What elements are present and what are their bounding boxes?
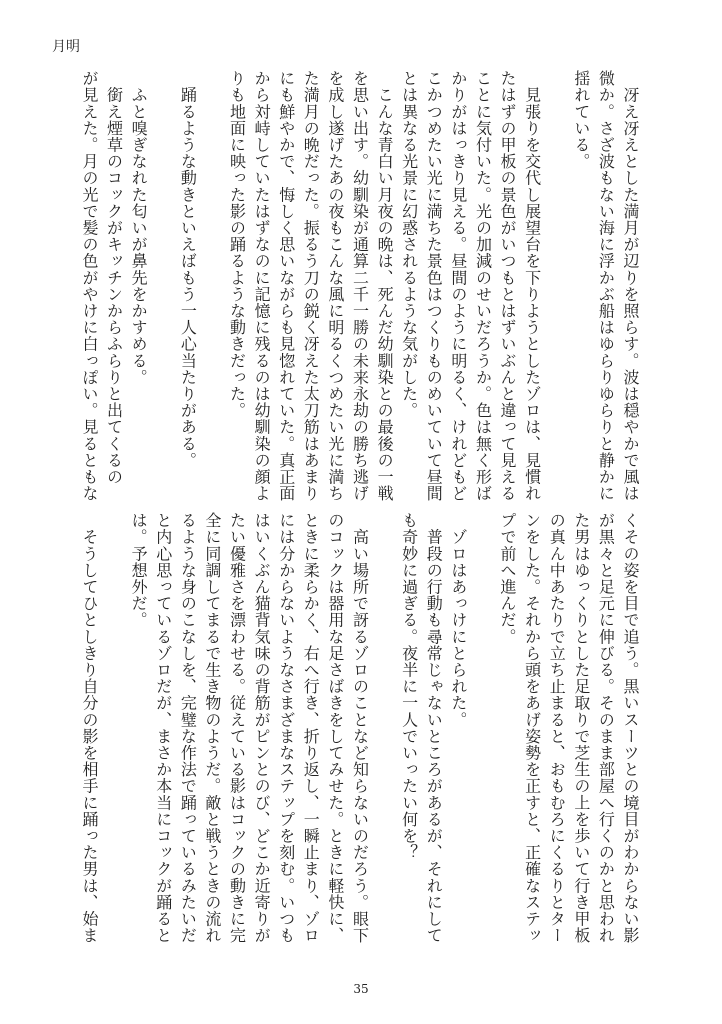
text-line: るような身のこなしを、完璧な作法で踊っているみたいだ: [178, 512, 198, 944]
text-line: が黒々と足元に伸びる。そのまま部屋へ行くのかと思われ: [596, 512, 616, 944]
text-line: た男はゆっくりとした足取りで芝生の上を歩いて行き甲板: [571, 512, 591, 944]
text-line: にも鮮やかで、悔しく思いながらも見惚れていた。真正面: [276, 70, 296, 502]
text-line: 微か。さざ波もない海に浮かぶ船はゆらりゆらりと静かに: [596, 70, 616, 502]
text-line: ことに気付いた。光の加減のせいだろうか。色は無く形ば: [473, 70, 493, 502]
text-line: の真ん中あたりで立ち止まると、おもむろにくるりとター: [547, 512, 567, 944]
text-line: プで前へ進んだ。: [498, 512, 518, 645]
blank-line: [150, 70, 175, 510]
text-line: りも地面に映った影の踊るような動きだった。: [227, 70, 247, 419]
text-block-upper: [76, 70, 642, 510]
text-block-lower: [76, 512, 642, 962]
text-line: 銜え煙草のコックがキッチンからふらりと出てくるの: [104, 70, 124, 485]
text-line: から対峙していたはずなのに記憶に残るのは幼馴染の顔よ: [252, 70, 272, 502]
blank-line: [544, 70, 569, 510]
text-line: たい優雅さを漂わせる。従えている影はコックの動きに完: [227, 512, 247, 944]
text-line: 見張りを交代し展望台を下りようとしたゾロは、見慣れ: [522, 70, 542, 502]
page-number: 35: [353, 982, 369, 996]
text-line: は。予想外だ。: [129, 512, 149, 629]
text-line: くその姿を目で追う。黒いスーツとの境目がわからない影: [621, 512, 640, 944]
blank-line: [199, 70, 224, 510]
text-line: たはずの甲板の景色がいつもとはずいぶんと違って見える: [498, 70, 518, 502]
text-line: はいくぶん猫背気味の背筋がピンとのび、どこか近寄りが: [252, 512, 272, 944]
text-line: 冴え冴えとした満月が辺りを照らす。波は穏やかで風は: [621, 70, 640, 502]
text-line: が見えた。月の光で髪の色がやけに白っぽい。見るともな: [79, 70, 99, 502]
text-line: た満月の晩だった。振るう刀の鋭く冴えた太刀筋はあまり: [301, 70, 321, 502]
blank-line: [371, 512, 396, 962]
text-line: を思い出す。幼馴染が通算二千一勝の未来永劫の勝ち逃げ: [350, 70, 370, 502]
text-line: 踊るような動きといえばもう一人心当たりがある。: [178, 70, 198, 469]
text-line: そうしてひとしきり自分の影を相手に踊った男は、始ま: [79, 512, 99, 944]
text-line: には分からないようなさまざまなステップを刻む。いつも: [276, 512, 296, 944]
text-line: こかつめたい光に満ちた景色はつくりものめいていて昼間: [424, 70, 444, 502]
text-line: のコックは器用な足さばきをしてみせた。ときに軽快に、: [325, 512, 345, 944]
blank-line: [101, 512, 126, 962]
text-line: を成し遂げたあの夜もこんな風に明るくつめたい光に満ち: [325, 70, 345, 502]
text-line: ンをした。それから頭をあげ姿勢を正すと、正確なステッ: [522, 512, 542, 944]
text-line: ゾロはあっけにとられた。: [448, 512, 468, 728]
text-line: かりがはっきり見える。昼間のように明るく、けれどもど: [448, 70, 468, 502]
text-line: ときに柔らかく、右へ行き、折り返し、一瞬止まり、ゾロ: [301, 512, 321, 944]
text-line: とは異なる光景に幻惑されるような気がした。: [399, 70, 419, 419]
text-line: も奇妙に過ぎる。夜半に一人でいったい何を？: [399, 512, 419, 861]
text-line: 揺れている。: [571, 70, 591, 170]
text-line: ふと嗅ぎなれた匂いが鼻先をかすめる。: [129, 70, 149, 386]
running-title: 月明: [52, 39, 80, 55]
text-line: 高い場所で訝るゾロのことなど知らないのだろう。眼下: [350, 512, 370, 944]
text-line: と内心思っているゾロだが、まさか本当にコックが踊ると: [153, 512, 173, 944]
text-line: 普段の行動も尋常じゃないところがあるが、それにして: [424, 512, 444, 944]
blank-line: [470, 512, 495, 962]
text-line: 全に同調してまるで生き物のようだ。敵と戦うときの流れ: [202, 512, 222, 944]
text-line: こんな青白い月夜の晩は、死んだ幼馴染との最後の一戦: [375, 70, 395, 502]
